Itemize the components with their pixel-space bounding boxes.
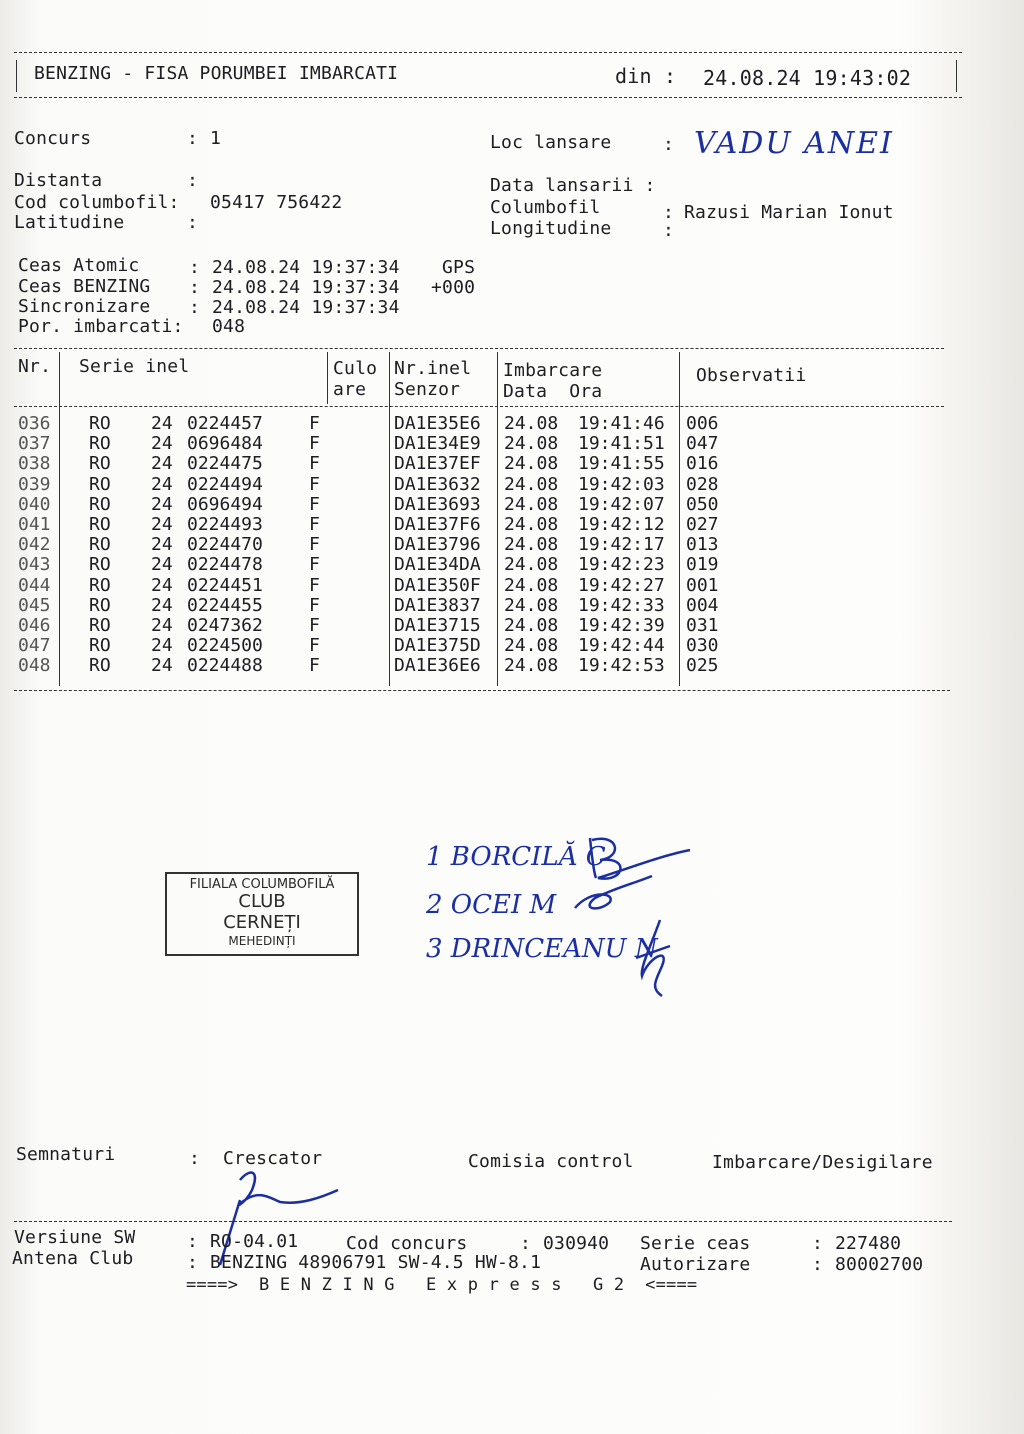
col-header-observatii: Observatii [696,365,807,386]
porumbei-imbarcati-value: 048 [212,316,246,337]
cell-ora: 19:41:51 [578,433,665,455]
stamp-line-4: MEHEDINȚI [228,934,296,948]
colon: : [663,134,675,155]
cell-ora: 19:42:33 [578,594,665,616]
cell-nr: 037 [18,433,51,455]
cell-inel: 0224457 [187,413,263,434]
cell-ora: 19:42:23 [578,554,665,576]
col-header-imbarcare: Imbarcare Data Ora [503,360,603,402]
cell-obs: 019 [686,554,719,576]
cell-sex: F [309,514,320,536]
header-right-border [956,60,957,92]
cell-senzor: DA1E36E6 [394,655,481,677]
col-header-serie-inel: Serie inel [79,356,190,377]
cell-obs: 027 [686,514,719,536]
distanta-label: Distanta [14,170,103,191]
cell-tara: RO [89,493,111,515]
cell-nr: 038 [18,453,51,475]
table-top-rule [14,348,944,349]
cell-tara: RO [89,635,111,657]
date-label: din : [615,64,677,88]
cell-nr: 040 [18,493,51,515]
header-left-border [16,60,17,92]
colon: : [187,1231,199,1252]
cell-inel: 0696484 [187,433,263,455]
cell-an: 24 [151,514,173,536]
serie-ceas-label: Serie ceas [640,1233,751,1254]
cell-senzor: DA1E3837 [394,594,481,616]
data-lansarii-label: Data lansarii : [490,175,656,196]
longitudine-label: Longitudine [490,218,612,239]
cell-sex: F [309,493,320,515]
ceas-atomic-value: 24.08.24 19:37:34 [212,257,400,278]
colon: : [812,1233,824,1254]
cell-data: 24.08 [504,473,559,495]
cell-data: 24.08 [504,615,559,637]
antena-club-label: Antena Club [12,1248,134,1269]
cod-concurs-label: Cod concurs [346,1233,468,1254]
cell-nr: 046 [18,615,51,637]
colon: : [812,1254,824,1275]
cell-inel: 0224500 [187,635,263,657]
antena-club-value: BENZING 48906791 SW-4.5 HW-8.1 [210,1252,542,1273]
colon: : [187,1252,199,1273]
col-header-senzor: Nr.inel Senzor [394,358,472,400]
cell-senzor: DA1E375D [394,635,481,657]
versiune-sw-label: Versiune SW [14,1227,136,1248]
cell-senzor: DA1E3796 [394,534,481,556]
benzing-banner: ====> B E N Z I N G E x p r e s s G 2 <==== [186,1275,698,1295]
cell-an: 24 [151,534,173,556]
cell-tara: RO [89,554,111,576]
columbofil-value: Razusi Marian Ionut [684,202,894,223]
cell-inel: 0247362 [187,615,263,637]
cell-tara: RO [89,473,111,495]
col-ora [578,414,665,677]
stamp-line-1: FILIALA COLUMBOFILĂ [189,877,335,892]
cell-sex: F [309,554,320,576]
cell-an: 24 [151,433,173,455]
cell-sex: F [309,534,320,556]
col-inel [187,414,263,677]
cod-columbofil-label: Cod columbofil: [14,192,180,213]
loc-lansare-handwritten: VADU ANEI [694,126,894,161]
concurs-label: Concurs [14,128,92,149]
cell-senzor: DA1E3632 [394,473,481,495]
concurs-value: 1 [210,128,222,149]
colon: : [663,202,675,223]
stamp-line-3: CERNEȚI [223,912,301,933]
cell-data: 24.08 [504,453,559,475]
cell-an: 24 [151,453,173,475]
cell-nr: 045 [18,594,51,616]
cell-inel: 0224488 [187,655,263,677]
print-datetime: 24.08.24 19:43:02 [703,66,912,90]
cell-an: 24 [151,554,173,576]
header-bottom-rule [14,97,962,98]
cell-data: 24.08 [504,594,559,616]
cod-columbofil-value: 05417 756422 [210,192,343,213]
cell-inel: 0224494 [187,473,263,495]
ceas-benzing-value: 24.08.24 19:37:34 [212,277,400,298]
cell-tara: RO [89,433,111,455]
cell-inel: 0696494 [187,493,263,515]
cell-obs: 028 [686,473,719,495]
cell-inel: 0224455 [187,594,263,616]
commission-member-2: 2 OCEI M [426,890,557,920]
table-body [0,414,960,684]
sincronizare-label: Sincronizare [18,296,151,317]
ceas-benzing-extra: +000 [431,277,476,298]
cell-sex: F [309,635,320,657]
cell-data: 24.08 [504,493,559,515]
colon: : [187,170,199,191]
footer-rule [14,1221,952,1222]
cell-senzor: DA1E350F [394,574,481,596]
cell-nr: 047 [18,635,51,657]
cell-an: 24 [151,473,173,495]
commission-member-1: 1 BORCILĂ C [426,842,606,872]
cell-an: 24 [151,574,173,596]
semnaturi-label: Semnaturi [16,1144,116,1165]
cell-nr: 044 [18,574,51,596]
comisia-control-label: Comisia control [468,1151,634,1172]
ceas-atomic-extra: GPS [442,257,476,278]
sincronizare-value: 24.08.24 19:37:34 [212,297,400,318]
colon: : [187,128,199,149]
cell-tara: RO [89,574,111,596]
cell-tara: RO [89,514,111,536]
colon: : [663,220,675,241]
cell-an: 24 [151,594,173,616]
header-top-rule [14,52,962,53]
cell-inel: 0224451 [187,574,263,596]
cell-data: 24.08 [504,655,559,677]
cell-obs: 031 [686,615,719,637]
ceas-benzing-label: Ceas BENZING [18,276,151,297]
col-header-nr: Nr. [18,356,52,377]
table-bottom-rule [14,690,950,691]
cell-nr: 042 [18,534,51,556]
autorizare-value: 80002700 [835,1254,924,1275]
cell-senzor: DA1E37F6 [394,514,481,536]
cell-data: 24.08 [504,554,559,576]
table-col-rule [327,352,328,404]
cell-nr: 041 [18,514,51,536]
col-data [504,414,558,677]
porumbei-imbarcati-label: Por. imbarcati: [18,316,184,337]
colon: : [189,257,201,278]
cell-ora: 19:42:53 [578,655,665,677]
autorizare-label: Autorizare [640,1254,751,1275]
colon: : [187,212,199,233]
cell-an: 24 [151,413,173,434]
cell-senzor: DA1E35E6 [394,413,481,434]
cell-nr: 048 [18,655,51,677]
cell-data: 24.08 [504,635,559,657]
table-header-rule [14,406,944,407]
cell-inel: 0224470 [187,534,263,556]
cell-tara: RO [89,655,111,677]
cell-ora: 19:41:55 [578,453,665,475]
latitudine-label: Latitudine [14,212,125,233]
cell-senzor: DA1E37EF [394,453,481,475]
cell-sex: F [309,574,320,596]
loc-lansare-label: Loc lansare [490,132,612,153]
cell-senzor: DA1E34E9 [394,433,481,455]
cell-an: 24 [151,655,173,677]
cell-senzor: DA1E3693 [394,493,481,515]
cell-obs: 016 [686,453,719,475]
crescator-label: Crescator [223,1148,323,1169]
cell-ora: 19:42:03 [578,473,665,495]
cell-tara: RO [89,615,111,637]
cell-obs: 047 [686,433,719,455]
cell-sex: F [309,615,320,637]
cell-obs: 013 [686,534,719,556]
cell-inel: 0224478 [187,554,263,576]
cell-data: 24.08 [504,574,559,596]
cell-tara: RO [89,534,111,556]
cell-ora: 19:42:39 [578,615,665,637]
cell-ora: 19:42:44 [578,635,665,657]
cell-inel: 0224493 [187,514,263,536]
cell-nr: 039 [18,473,51,495]
cell-sex: F [309,655,320,677]
cell-tara: RO [89,594,111,616]
col-senzor [394,414,481,677]
cell-senzor: DA1E3715 [394,615,481,637]
cell-data: 24.08 [504,433,559,455]
cell-obs: 001 [686,574,719,596]
cell-an: 24 [151,635,173,657]
cell-sex: F [309,433,320,455]
cell-an: 24 [151,493,173,515]
cell-sex: F [309,473,320,495]
col-nr [18,414,51,677]
cell-sex: F [309,453,320,475]
cell-ora: 19:42:12 [578,514,665,536]
cell-nr: 036 [18,413,51,434]
cell-obs: 050 [686,493,719,515]
cell-obs: 030 [686,635,719,657]
commission-member-3: 3 DRINCEANU N [426,934,658,964]
cell-ora: 19:41:46 [578,413,665,434]
col-sex [309,414,320,677]
cell-obs: 006 [686,413,719,434]
cell-obs: 004 [686,594,719,616]
cell-ora: 19:42:07 [578,493,665,515]
stamp-line-2: CLUB [238,891,286,912]
cell-inel: 0224475 [187,453,263,475]
columbofil-label: Columbofil [490,197,601,218]
col-an [151,414,173,677]
cell-data: 24.08 [504,514,559,536]
cell-data: 24.08 [504,534,559,556]
cell-nr: 043 [18,554,51,576]
cell-ora: 19:42:27 [578,574,665,596]
col-tara [89,414,111,677]
colon: : [520,1233,532,1254]
col-obs [686,414,719,677]
cell-data: 24.08 [504,413,559,434]
cell-sex: F [309,413,320,434]
cell-tara: RO [89,453,111,475]
colon: : [189,1148,201,1169]
cell-obs: 025 [686,655,719,677]
cell-an: 24 [151,615,173,637]
colon: : [189,297,201,318]
document-title: BENZING - FISA PORUMBEI IMBARCATI [34,63,399,84]
cod-concurs-value: 030940 [543,1233,610,1254]
cell-ora: 19:42:17 [578,534,665,556]
imbarcare-desigilare-label: Imbarcare/Desigilare [712,1152,933,1173]
cell-tara: RO [89,413,111,434]
colon: : [189,277,201,298]
club-stamp [165,872,359,956]
signatures-drawing [570,828,700,1008]
col-header-culoare: Culo are [333,358,378,400]
ceas-atomic-label: Ceas Atomic [18,255,140,276]
cell-sex: F [309,594,320,616]
versiune-sw-value: RO-04.01 [210,1231,299,1252]
serie-ceas-value: 227480 [835,1233,902,1254]
cell-senzor: DA1E34DA [394,554,481,576]
